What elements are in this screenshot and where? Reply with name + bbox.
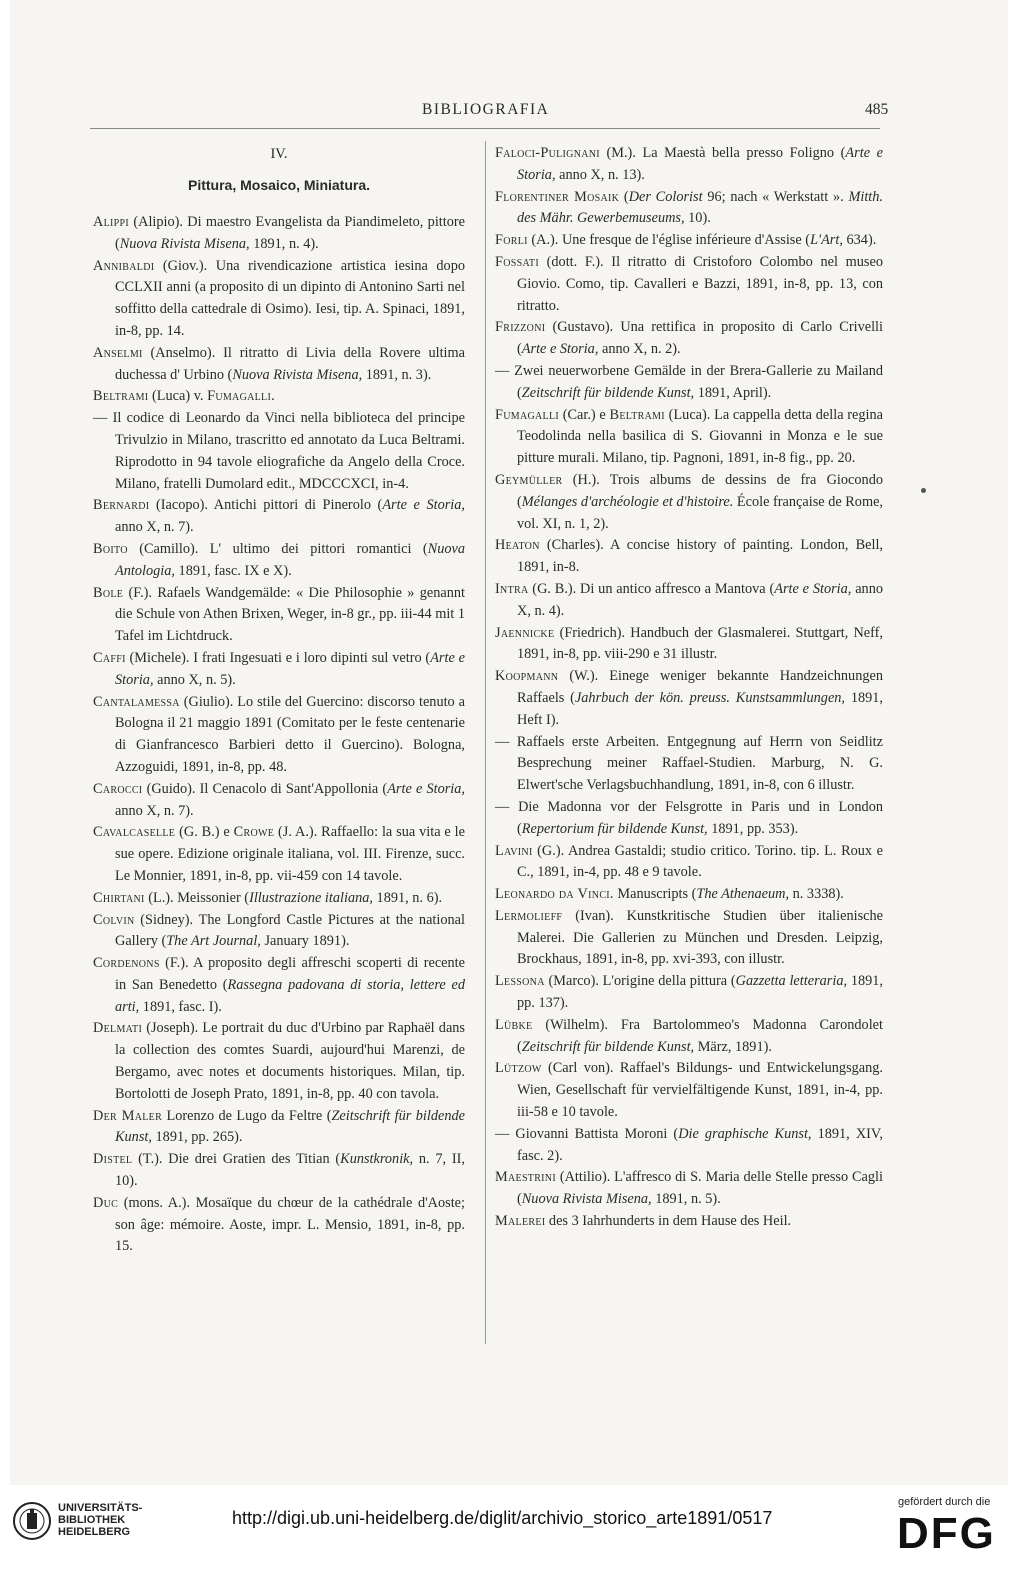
entry-text: Manuscripts ( [613,886,697,903]
bibliography-entry [495,470,883,535]
entry-author: Der Maler [93,1107,163,1124]
bibliography-entry [495,230,883,252]
entry-text: (Gustavo). Una rettifica in proposito di Carlo Crivelli ( [517,319,883,358]
entry-text: anno X, n. 13). [555,166,645,183]
entry-source: Rassegna padovana di storia, lettere ed arti, [115,976,465,1015]
footer [0,1485,1013,1591]
entry-text: 1891, pp. 265). [151,1129,243,1146]
entry-source: Arte e Storia, [115,649,465,688]
entry-source: Jahrbuch der kön. preuss. Kunstsammlungen, [574,689,846,706]
bibliography-entry [495,906,883,971]
bibliography-entry [495,405,883,470]
entry-author: Alippi [93,214,130,230]
entry-author: Anselmi [93,344,143,361]
entry-text: (F.). A proposito degli affreschi scoperti di recente in San Benedetto ( [115,955,465,993]
entry-source: Arte e Storia, [774,580,852,597]
entry-author: Heaton [495,537,540,554]
bibliography-entry [93,539,465,583]
bibliography-entry [93,692,465,779]
entry-text: 1891, fasc. IX e X). [174,562,292,579]
entry-text: (Alipio). Di maestro Evangelista da Piandimeleto, pittore ( [115,214,465,252]
entry-author: Caffi [93,649,126,666]
entry-text: 1891, n. 5). [651,1191,721,1208]
entry-author: Geymüller [495,471,563,488]
entry-text: (Iacopo). Antichi pittori di Pinerolo ( [149,497,383,514]
entry-text: January 1891). [260,933,350,950]
right-column [495,143,883,1233]
bibliography-entry [93,953,465,1018]
entry-text: (Wilhelm). Fra Bartolommeo's Madonna Carondolet ( [517,1016,883,1055]
entry-text: (G. B.) e [175,824,234,841]
bibliography-entry [93,408,465,495]
entry-source: Zeitschrift für bildende Kunst, [115,1107,465,1146]
entry-source: Gazzetta letteraria, [735,973,848,990]
entry-text: (F.). Rafaels Wandgemälde: « Die Philosophie » genannt die Schule von Athen Brixen, Weger, in-8 gr., pp. iii-44 mit 1 Tafel im Lichtdruck. [115,584,465,645]
bibliography-entry [93,212,465,256]
section-number: IV. [270,146,288,162]
bibliography-entry [495,971,883,1015]
bibliography-entry [495,252,883,317]
permalink-url[interactable]: http://digi.ub.uni-heidelberg.de/diglit/archivio_storico_arte1891/0517 [232,1508,773,1528]
entry-text: 96; nach « Werkstatt ». [702,188,849,205]
entry-text: École française de Rome, vol. XI, n. 1, 2). [517,493,883,532]
entry-text: (Luca) v. [148,388,208,405]
bibliography-entry [93,583,465,648]
bibliography-entry [93,256,465,343]
entry-text: 1891, Heft I). [517,689,883,728]
entry-text: — Die Madonna vor der Felsgrotte in Paris und in London ( [495,798,883,837]
entry-source: Illustrazione italiana, [249,889,373,906]
entry-source: Nuova Rivista Misena, [119,235,250,252]
entry-source: Kunstkronik, [340,1151,414,1168]
entry-text: n. 3338). [789,886,844,903]
library-name [58,1502,168,1538]
entry-text: des 3 Iahrhunderts in dem Hause des Heil. [545,1213,792,1230]
entry-text: anno X, n. 4). [517,580,883,619]
entry-text: (G. B.). Di un antico affresco a Mantova ( [528,580,775,597]
entry-source: Nuova Antologia, [115,540,465,579]
entry-author: Lübke [495,1016,533,1033]
entry-text: 10). [684,210,711,227]
entry-source: Nuova Rivista Misena, [232,366,363,383]
entry-text: (Luca). La cappella detta della regina Teodolinda nella basilica di S. Giovanni in Monza e le sue pitture murali. Milano, tip. Pagnoni, 1891, in-8 fig., pp. 20. [517,406,883,467]
entry-author: Jaennicke [495,624,555,641]
entry-author: Annibaldi [93,257,155,274]
entry-author: Carocci [93,780,143,797]
entry-text: — Zwei neuerworbene Gemälde in der Brera-Gallerie zu Mailand ( [495,362,883,401]
entry-text: 1891, n. 4). [249,235,319,252]
entry-source: Arte e Storia, [382,497,466,514]
entry-author: Koopmann [495,668,559,685]
entry-text: (J. A.). Raffaello: la sua vita e le sue opere. Edizione originale italiana, vol. III. Firenze, succ. Le Monnier, 1891, in-8, pp. vii-459 con 14 tavole. [115,824,465,884]
margin-dot [921,488,926,493]
entry-text: (Car.) e [558,406,610,423]
section-title: Pittura, Mosaico, Miniatura. [187,177,371,193]
entry-text: ( [619,188,629,205]
bibliography-entry [495,317,883,361]
bibliography-entry [495,1211,883,1233]
entry-text: anno X, n. 2). [598,341,681,358]
entry-author: Lützow [495,1060,542,1077]
page-number: 485 [865,101,889,118]
entry-author: Crowe [233,824,275,841]
entry-text: (dott. F.). Il ritratto di Cristoforo Colombo nel museo Giovio. Como, tip. Cavalleri e Bazzi, 1891, in-8, pp. 13, con ritratto. [517,253,883,314]
bibliography-entry [93,1018,465,1105]
entry-author: Bole [93,584,124,601]
entry-text: — Giovanni Battista Moroni ( [495,1125,679,1142]
entry-author: Duc [93,1194,119,1211]
bibliography-entry [495,143,883,187]
entry-author: Fumagalli. [207,388,275,405]
entry-source: Mitth. des Mähr. Gewerbemuseums, [517,188,883,227]
left-entries [93,212,465,1258]
entry-text: 1891, pp. 353). [707,820,799,837]
entry-text: 1891, XIV, fasc. 2). [517,1125,883,1164]
entry-text: (Giulio). Lo stile del Guercino: discorso tenuto a Bologna il 21 maggio 1891 (Comitato per le feste centenarie di Gianfrancesco Barbieri detto il Guercino). Bologna, Azzoguidi, 1891, in-8, pp. 48. [115,693,465,775]
entry-text: n. 7, II, 10). [115,1151,466,1190]
scanned-page [10,0,1008,1485]
entry-text: (T.). Die drei Gratien des Titian ( [132,1151,341,1168]
entry-text: (G.). Andrea Gastaldi; studio critico. Torino. tip. L. Roux e C., 1891, in-4, pp. 48 e 9 tavole. [517,842,883,881]
bibliography-entry [495,841,883,885]
entry-source: The Athenaeum, [696,886,790,903]
bibliography-entry [93,1106,465,1150]
funding-caption: gefördert durch die [898,1496,991,1508]
entry-author: Bernardi [93,497,150,514]
bibliography-entry [93,1193,465,1258]
right-entries [495,143,883,1233]
bibliography-entry [495,666,883,731]
entry-author: Lessona [495,973,545,990]
bibliography-entry [495,361,883,405]
entry-text: (H.). Trois albums de dessins de fra Giocondo ( [517,471,883,510]
running-head: BIBLIOGRAFIA [422,101,550,118]
entry-source: Zeitschrift für bildende Kunst, [521,1038,695,1055]
entry-text: (Anselmo). Il ritratto di Livia della Rovere ultima duchessa d' Urbino ( [115,344,465,383]
entry-source: Zeitschrift für bildende Kunst, [521,384,695,401]
entry-text: — Raffaels erste Arbeiten. Entgegnung auf Herrn von Seidlitz Besprechung meiner Raffael-Studien. Marburg, N. G. Elwert'sche Verlagsbuchhandlung, 1891, in-8, con 6 illustr. [495,733,883,794]
entry-text: (Friedrich). Handbuch der Glasmalerei. Stuttgart, Neff, 1891, in-8, pp. viii-290 e 31 illustr. [517,624,883,663]
entry-source: The Art Journal, [166,933,261,950]
entry-author: Fossati [495,253,539,270]
entry-author: Cordenons [93,955,160,972]
entry-text: 1891, pp. 137). [517,973,883,1012]
entry-source: L'Art, [810,232,843,249]
dfg-logo: DFG [897,1509,996,1558]
entry-author: Maestrini [495,1169,556,1186]
entry-text: (Joseph). Le portrait du duc d'Urbino par Raphaël dans la collection des comtes Suardi, aujourd'hui Marenzi, de Bergamo, avec notes et documents historiques. Milan, tip. Bortolotti de Joseph Prato, 1891, in-8, pp. 40 con tavola. [115,1020,465,1102]
entry-text: März, 1891). [694,1038,772,1055]
entry-author: Distel [93,1151,133,1168]
bibliography-entry [495,1124,883,1168]
bibliography-entry [93,888,465,910]
entry-author: Cavalcaselle [93,824,176,841]
entry-source: Nuova Rivista Misena, [521,1191,652,1208]
entry-text: — Il codice di Leonardo da Vinci nella biblioteca del principe Trivulzio in Milano, trascritto ed annotato da Luca Beltrami. Riprodotto in 94 tavole eliografiche da Angelo della Croce. Milano, fratelli Dumolard edit., MDCCCXCI, in-4. [93,410,465,492]
entry-text: (Guido). Il Cenacolo di Sant'Appollonia ( [142,780,388,797]
entry-author: Boito [93,540,128,557]
entry-text: 1891, fasc. I). [139,998,222,1015]
bibliography-entry [495,797,883,841]
entry-author: Chirtani [93,889,145,906]
entry-author: Lavini [495,842,533,859]
entry-text: (Giov.). Una rivendicazione artistica iesina dopo CCLXII anni (a proposito di un dipinto di Antonino Sarti nel soffitto della cattedrale di Osimo). Iesi, tip. A. Spinaci, 1891, in-8, pp. 14. [115,257,465,339]
entry-author: Fumagalli [495,406,559,423]
library-line: UNIVERSITÄTS- [58,1502,143,1514]
entry-text: (Camillo). L' ultimo dei pittori romantici ( [127,540,428,557]
entry-author: Leonardo da Vinci. [495,886,614,903]
entry-author: Cantalamessa [93,693,180,710]
entry-author: Malerei [495,1213,546,1230]
entry-author: Faloci-Pulignani [495,145,600,161]
entry-text: (Sidney). The Longford Castle Pictures at the national Gallery ( [115,911,465,950]
entry-author: Intra [495,580,529,597]
bibliography-entry [495,1167,883,1211]
bibliography-entry [93,495,465,539]
bibliography-entry [495,1015,883,1059]
entry-text: (Ivan). Kunstkritische Studien über italienische Malerei. Die Gallerien zu München und Dresden. Leipzig, Brockhaus, 1891, in-8, pp. xvi-393, con illustr. [517,907,883,968]
entry-author: Beltrami [609,406,665,423]
library-line: BIBLIOTHEK [58,1514,126,1526]
entry-source: Mélanges d'archéologie et d'histoire. [521,493,734,510]
entry-author: Florentiner Mosaik [495,188,620,205]
bibliography-entry [495,187,883,231]
entry-text: (W.). Einege weniger bekannte Handzeichnungen Raffaels ( [517,668,883,706]
bibliography-entry [495,579,883,623]
entry-text: (L.). Meissonier ( [144,889,250,906]
bibliography-entry [495,1058,883,1123]
entry-text: (M.). La Maestà bella presso Foligno ( [599,145,846,161]
bibliography-entry [93,779,465,823]
bibliography-entry [93,648,465,692]
bibliography-entry [495,884,883,906]
entry-text: (Carl von). Raffael's Bildungs- und Entwickelungsgang. Wien, Gesellschaft für vervielfältigende Kunst, 1891, in-4, pp. iii-58 e 10 tavole. [517,1060,883,1121]
bibliography-entry [93,386,465,408]
entry-text: 1891, April). [694,384,772,401]
entry-text: (Michele). I frati Ingesuati e i loro dipinti sul vetro ( [125,649,431,666]
entry-author: Forli [495,232,528,249]
entry-source: Der Colorist [628,188,703,205]
bibliography-entry [93,1149,465,1193]
entry-source: Arte e Storia, [521,341,599,358]
entry-text: 1891, n. 6). [372,889,443,906]
bibliography-entry [495,623,883,667]
bibliography-entry [93,343,465,387]
entry-text: (Marco). L'origine della pittura ( [544,973,736,990]
entry-source: Repertorium für bildende Kunst, [521,820,708,837]
entry-text: anno X, n. 5). [153,671,236,688]
left-column [93,143,465,1258]
library-line: HEIDELBERG [58,1526,131,1538]
entry-author: Frizzoni [495,319,546,336]
bibliography-entry [93,910,465,954]
entry-text: anno X, n. 7). [115,519,194,536]
entry-text: anno X, n. 7). [115,802,194,819]
bibliography-entry [495,732,883,797]
entry-author: Colvin [93,911,135,928]
university-seal-icon [12,1501,52,1541]
column-divider [485,141,486,1344]
entry-author: Beltrami [93,388,149,405]
entry-source: Die graphische Kunst, [678,1125,812,1142]
header-rule [90,128,880,129]
entry-text: (A.). Une fresque de l'église inférieure d'Assise ( [527,232,811,249]
entry-source: Arte e Storia, [517,145,883,183]
entry-text: 1891, n. 3). [362,366,432,383]
entry-author: Delmati [93,1020,143,1037]
entry-text: 634). [842,232,877,249]
entry-text: Lorenzo de Lugo da Feltre ( [162,1107,332,1124]
bibliography-entry [495,535,883,579]
entry-source: Arte e Storia, [387,780,466,797]
entry-text: (Attilio). L'affresco di S. Maria delle Stelle presso Cagli ( [517,1169,883,1208]
entry-text: (mons. A.). Mosaïque du chœur de la cathédrale d'Aoste; son âge: mémoire. Aoste, impr. L. Mensio, 1891, in-8, pp. 15. [115,1194,465,1255]
entry-author: Lermolieff [495,907,563,924]
entry-text: (Charles). A concise history of painting. London, Bell, 1891, in-8. [517,537,883,576]
bibliography-entry [93,822,465,887]
